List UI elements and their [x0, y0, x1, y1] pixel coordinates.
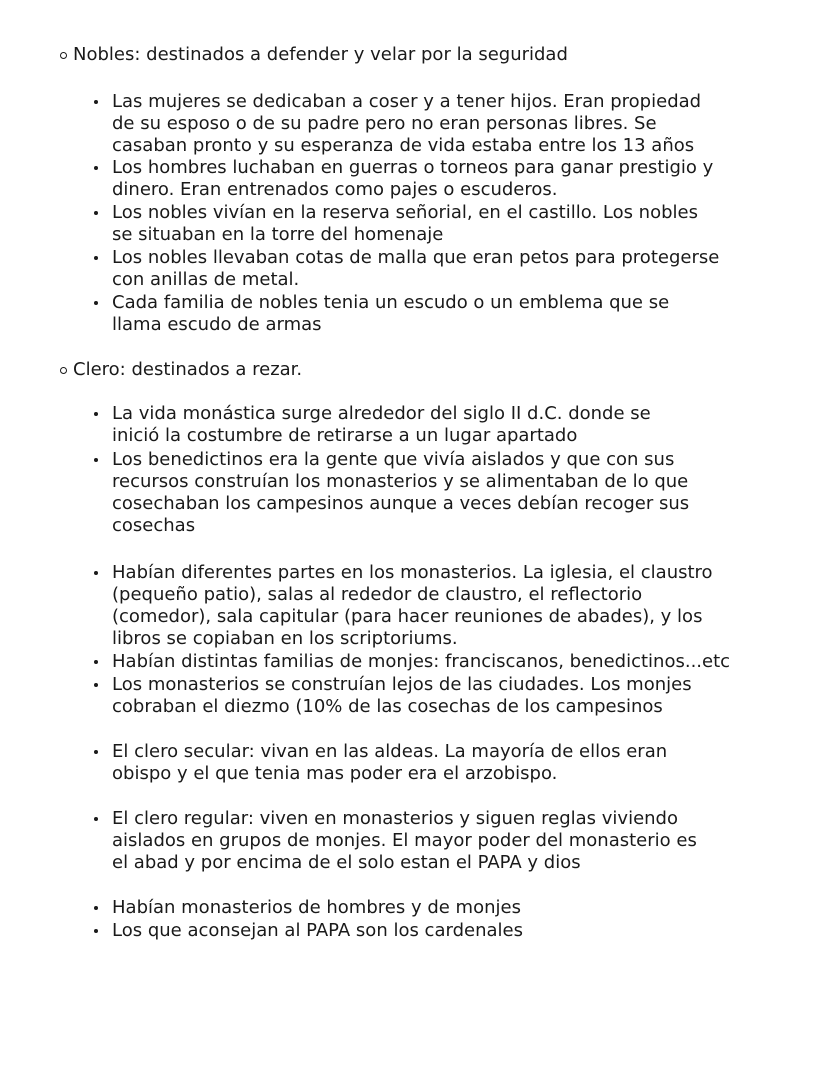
text-line: Las mujeres se dedicaban a coser y a tener hijos. Eran propiedad [112, 91, 702, 112]
text-line: cosechaban los campesinos aunque a veces debían recoger sus [112, 493, 690, 514]
bullet-icon [94, 660, 98, 664]
bullet-icon [94, 929, 98, 933]
text-line: El clero secular: vivan en las aldeas. La mayoría de ellos eran [112, 741, 668, 762]
list-item [94, 674, 814, 718]
bullet-icon [94, 211, 98, 215]
list-item [94, 897, 814, 919]
list-item [94, 202, 814, 246]
text-line: aislados en grupos de monjes. El mayor poder del monasterio es [112, 830, 697, 851]
bullet-icon [94, 458, 98, 462]
text-line: cosechas [112, 515, 196, 536]
text-line: Los monasterios se construían lejos de las ciudades. Los monjes [112, 674, 692, 695]
text-line: con anillas de metal. [112, 269, 300, 290]
list-item [94, 91, 814, 157]
bullet-icon [94, 817, 98, 821]
text-line: inició la costumbre de retirarse a un lugar apartado [112, 425, 578, 446]
text-line: libros se copiaban en los scriptoriums. [112, 628, 458, 649]
text-line: Los que aconsejan al PAPA son los cardenales [112, 920, 523, 941]
bullet-icon [94, 906, 98, 910]
list-item [94, 808, 814, 874]
list-item [94, 157, 814, 201]
text-line: La vida monástica surge alrededor del siglo II d.C. donde se [112, 403, 651, 424]
text-line: Los nobles vivían en la reserva señorial, en el castillo. Los nobles [112, 202, 698, 223]
section-heading-clero [60, 359, 302, 381]
text-line: Habían diferentes partes en los monasterios. La iglesia, el claustro [112, 562, 713, 583]
list-item [94, 651, 814, 673]
list-item [94, 920, 814, 942]
bullet-icon [94, 412, 98, 416]
list-item [94, 403, 814, 447]
text-line: Los hombres luchaban en guerras o torneos para ganar prestigio y [112, 157, 714, 178]
bullet-icon [94, 750, 98, 754]
text-line: Cada familia de nobles tenia un escudo o un emblema que se [112, 292, 670, 313]
heading-text: Clero: destinados a rezar. [73, 359, 303, 380]
text-line: Los benedictinos era la gente que vivía aislados y que con sus [112, 449, 675, 470]
circle-bullet-icon [60, 52, 67, 59]
text-line: Habían monasterios de hombres y de monjes [112, 897, 521, 918]
text-line: llama escudo de armas [112, 314, 322, 335]
text-line: de su esposo o de su padre pero no eran personas libres. Se [112, 113, 657, 134]
text-line: se situaban en la torre del homenaje [112, 224, 444, 245]
text-line: dinero. Eran entrenados como pajes o escuderos. [112, 179, 558, 200]
text-line: Los nobles llevaban cotas de malla que eran petos para protegerse [112, 247, 720, 268]
text-line: El clero regular: viven en monasterios y siguen reglas viviendo [112, 808, 678, 829]
bullet-icon [94, 683, 98, 687]
text-line: el abad y por encima de el solo estan el PAPA y dios [112, 852, 581, 873]
list-item [94, 247, 814, 291]
text-line: (comedor), sala capitular (para hacer reuniones de abades), y los [112, 606, 703, 627]
text-line: obispo y el que tenia mas poder era el arzobispo. [112, 763, 558, 784]
text-line: (pequeño patio), salas al rededor de claustro, el reflectorio [112, 584, 643, 605]
bullet-icon [94, 166, 98, 170]
list-item [94, 449, 814, 537]
bullet-icon [94, 256, 98, 260]
text-line: cobraban el diezmo (10% de las cosechas de los campesinos [112, 696, 663, 717]
heading-text: Nobles: destinados a defender y velar por la seguridad [73, 44, 568, 65]
bullet-icon [94, 100, 98, 104]
bullet-icon [94, 571, 98, 575]
list-item [94, 741, 814, 785]
list-item [94, 562, 814, 650]
text-line: Habían distintas familias de monjes: franciscanos, benedictinos...etc [112, 651, 731, 672]
list-item [94, 292, 814, 336]
bullet-icon [94, 301, 98, 305]
text-line: casaban pronto y su esperanza de vida estaba entre los 13 años [112, 135, 695, 156]
circle-bullet-icon [60, 367, 67, 374]
text-line: recursos construían los monasterios y se alimentaban de lo que [112, 471, 689, 492]
section-heading-nobles [60, 44, 568, 66]
